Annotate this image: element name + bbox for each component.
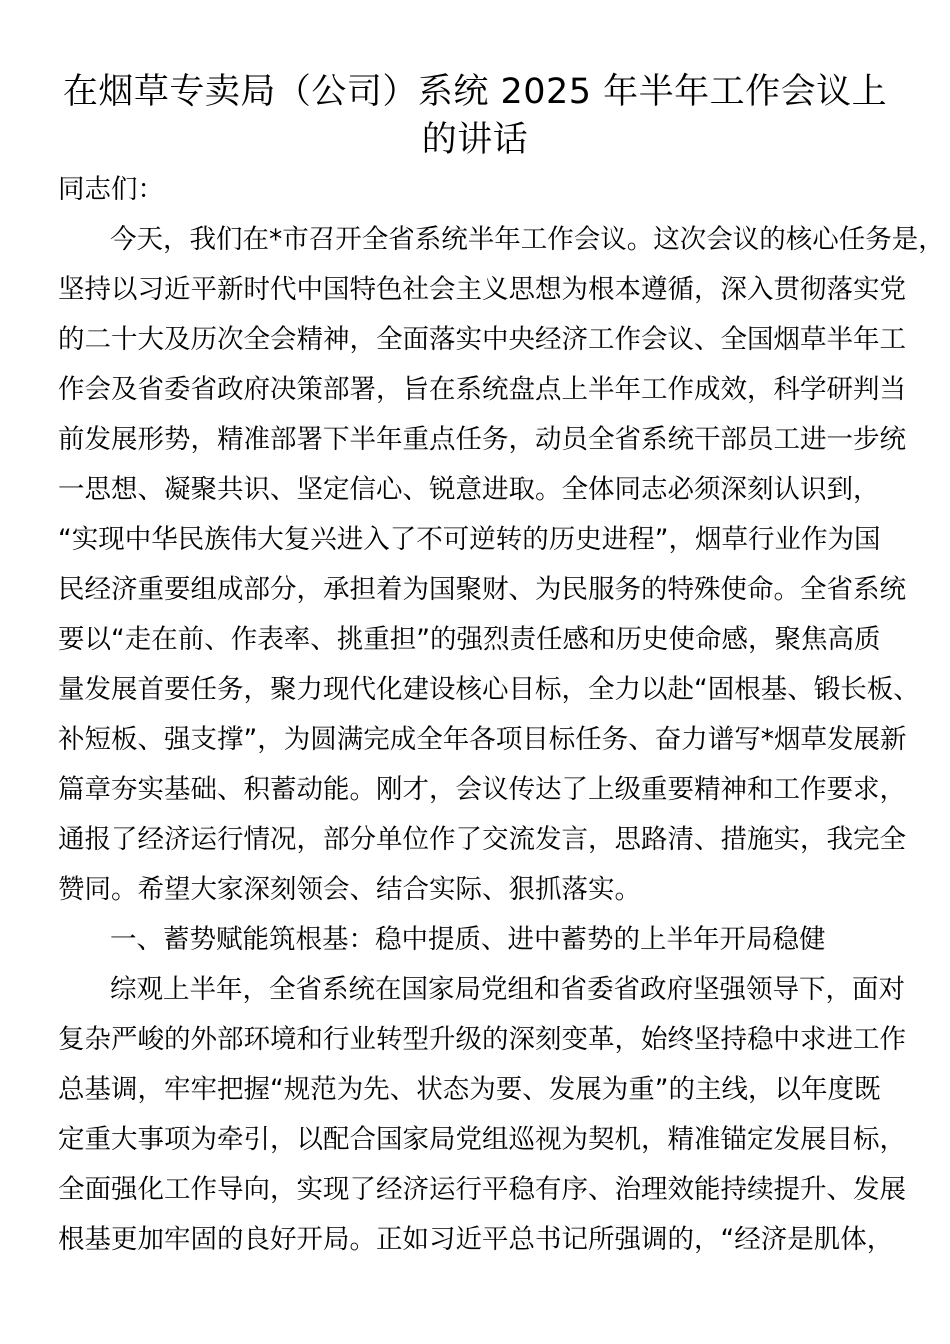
paragraph-line: 坚持以习近平新时代中国特色社会主义思想为根本遵循，深入贯彻落实党 — [58, 274, 906, 305]
paragraph-line: 补短板、强支撑”，为圆满完成全年各项目标任务、奋力谱写*烟草发展新 — [58, 724, 907, 755]
paragraph-line: 定重大事项为牵引，以配合国家局党组巡视为契机，精准锚定发展目标， — [58, 1124, 906, 1155]
paragraph-line: 今天，我们在*市召开全省系统半年工作会议。这次会议的核心任务是， — [110, 224, 945, 255]
paragraph-line: “实现中华民族伟大复兴进入了不可逆转的历史进程”，烟草行业作为国 — [58, 524, 881, 555]
title-line: 在烟草专卖局（公司）系统 2025 年半年工作会议上 — [62, 72, 888, 112]
title-line: 的讲话 — [421, 120, 529, 160]
paragraph-line: 一思想、凝聚共识、坚定信心、锐意进取。全体同志必须深刻认识到， — [58, 474, 880, 505]
document-body — [58, 165, 945, 1265]
paragraph-line: 要以“走在前、作表率、挑重担”的强烈责任感和历史使命感，聚焦高质 — [58, 624, 881, 655]
paragraph-line: 作会及省委省政府决策部署，旨在系统盘点上半年工作成效，科学研判当 — [58, 374, 906, 405]
paragraph-line: 总基调，牢牢把握“规范为先、状态为要、发展为重”的主线，以年度既 — [58, 1074, 881, 1105]
paragraph-opening — [58, 215, 945, 915]
section-heading: 一、蓄势赋能筑根基：稳中提质、进中蓄势的上半年开局稳健 — [110, 924, 826, 955]
paragraph-line: 的二十大及历次全会精神，全面落实中央经济工作会议、全国烟草半年工 — [58, 324, 906, 355]
paragraph-line: 综观上半年，全省系统在国家局党组和省委省政府坚强领导下，面对 — [110, 974, 905, 1005]
paragraph-review — [58, 965, 906, 1265]
paragraph-line: 量发展首要任务，聚力现代化建设核心目标，全力以赴“固根基、锻长板、 — [58, 674, 920, 705]
paragraph-line: 全面强化工作导向，实现了经济运行平稳有序、治理效能持续提升、发展 — [58, 1174, 906, 1205]
document-title — [40, 68, 910, 164]
salutation: 同志们： — [58, 174, 164, 205]
paragraph-line: 民经济重要组成部分，承担着为国聚财、为民服务的特殊使命。全省系统 — [58, 574, 906, 605]
paragraph-line: 前发展形势，精准部署下半年重点任务，动员全省系统干部员工进一步统 — [58, 424, 906, 455]
paragraph-line: 赞同。希望大家深刻领会、结合实际、狠抓落实。 — [58, 874, 641, 905]
paragraph-line: 根基更加牢固的良好开局。正如习近平总书记所强调的，“经济是肌体， — [58, 1224, 894, 1255]
paragraph-line: 篇章夯实基础、积蓄动能。刚才，会议传达了上级重要精神和工作要求， — [58, 774, 906, 805]
paragraph-line: 通报了经济运行情况，部分单位作了交流发言，思路清、措施实，我完全 — [58, 824, 906, 855]
paragraph-line: 复杂严峻的外部环境和行业转型升级的深刻变革，始终坚持稳中求进工作 — [58, 1024, 906, 1055]
